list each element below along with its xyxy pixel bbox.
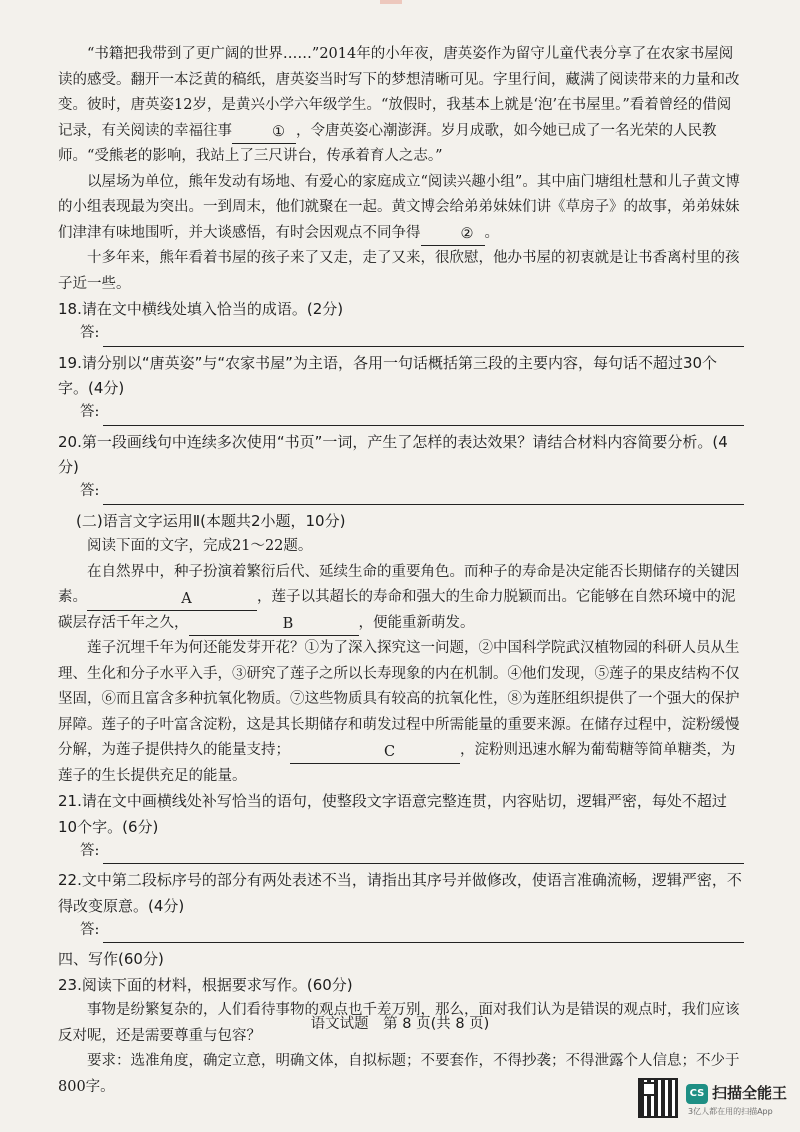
answer-line-21[interactable] (58, 840, 744, 864)
passage-text: 莲子沉埋千年为何还能发芽开花？①为了深入探究这一问题，②中国科学院武汉植物园的科研人员从生理、生化和分子水平入手，③研究了莲子之所以长寿现象的内在机制。④他们发现，⑤莲子的果皮结构不仅坚固，⑥而且富含多种抗氧化物质。⑦这些物质具有较高的抗氧化性，⑧为莲胚组织提供了一个强大的保护屏障。莲子的子叶富含淀粉，这是其长期储存和萌发过程中所需能量的重要来源。在储存过程中，淀粉缓慢分解，为莲子提供持久的能量支持； (58, 640, 740, 758)
blank-1: ① (232, 122, 296, 144)
answer-line (103, 488, 744, 505)
question-22: 22.文中第二段标序号的部分有两处表述不当，请指出其序号并做修改，使语言准确流畅，逻辑严密，不得改变原意。(4分) (58, 871, 742, 915)
answer-label: 答: (80, 483, 100, 499)
blank-c: C (290, 742, 460, 764)
answer-line-22[interactable] (58, 919, 744, 943)
blank-b: B (189, 614, 359, 636)
question-23: 23.阅读下面的材料，根据要求写作。(60分) (58, 975, 353, 994)
lotus-paragraph-1 (58, 560, 744, 637)
answer-line (103, 409, 744, 426)
qr-code-icon (638, 1078, 678, 1118)
section-2-intro: 阅读下面的文字，完成21～22题。 (87, 538, 313, 554)
page-content (58, 42, 744, 1100)
passage-text: ，便能重新萌发。 (358, 614, 475, 631)
top-mark (380, 0, 402, 4)
question-19: 19.请分别以“唐英姿”与“农家书屋”为主语，各用一句话概括第三段的主要内容，每句话不超过30个字。(4分) (58, 353, 718, 397)
passage-text: ，淀粉则迅速水解为葡萄糖等简单糖类，为莲子的生长提供充足的能量。 (58, 742, 736, 784)
passage-text: 。 (484, 224, 499, 241)
passage-paragraph-3: 十多年来，熊年看着书屋的孩子来了又走，走了又来，很欣慰，他办书屋的初衷就是让书香离村里的孩子近一些。 (58, 250, 740, 292)
essay-material: 事物是纷繁复杂的，人们看待事物的观点也千差万别，那么，面对我们认为是错误的观点时，我们应该反对呢，还是需要尊重与包容？ (58, 1002, 740, 1044)
section-4-title: 四、写作(60分) (58, 950, 164, 968)
blank-2: ② (421, 224, 485, 246)
scanner-app-name: 扫描全能王 (712, 1084, 788, 1102)
section-2-title: (二)语言文字运用Ⅱ(本题共2小题，10分) (76, 511, 346, 530)
answer-line (103, 926, 744, 943)
answer-line-20[interactable] (58, 481, 744, 505)
question-21: 21.请在文中画横线处补写恰当的语句，使整段文字语意完整连贯，内容贴切，逻辑严密，每处不超过10个字。(6分) (58, 792, 727, 836)
question-20: 20.第一段画线句中连续多次使用“书页”一词，产生了怎样的表达效果？请结合材料内容简要分析。(4分) (58, 432, 728, 476)
answer-line (103, 330, 744, 347)
passage-paragraph-2 (58, 170, 744, 247)
passage-text: “书籍把我带到了更广阔的世界……”2014年的小年夜，唐英姿作为留守儿童代表分享了在农家书屋阅读的感受。翻开一本泛黄的稿纸，唐英姿当时写下的梦想清晰可见。字里行间，藏满了阅读带来的力量和改变。彼时，唐英姿12岁，是黄兴小学六年级学生。“放假时，我基本上就是‘泡’在书屋里。”看着曾经的借阅记录，有关阅读的幸福往事 (58, 46, 740, 139)
blank-a: A (87, 589, 257, 611)
passage-text: ，莲子以其超长的寿命和强大的生命力脱颖而出。它能够在自然环境中的泥碳层存活千年之久， (58, 589, 736, 631)
passage-paragraph-1 (58, 42, 744, 170)
lotus-paragraph-2 (58, 636, 744, 789)
answer-label: 答: (80, 842, 100, 859)
answer-line-19[interactable] (58, 402, 744, 426)
answer-label: 答: (80, 921, 100, 938)
essay-requirements: 要求：选准角度，确定立意，明确文体，自拟标题；不要套作，不得抄袭；不得泄露个人信息；不少于800字。 (58, 1053, 740, 1095)
question-18: 18.请在文中横线处填入恰当的成语。(2分) (58, 300, 344, 318)
passage-text: 以屋场为单位，熊年发动有场地、有爱心的家庭成立“阅读兴趣小组”。其中庙门塘组杜慧和儿子黄文博的小组表现最为突出。一到周末，他们就聚在一起。黄文博会给弟弟妹妹们讲《草房子》的故事，弟弟妹妹们津津有味地围听，并大谈感悟，有时会因观点不同争得 (58, 173, 740, 241)
passage-text: ，令唐英姿心潮澎湃。岁月成歌，如今她已成了一名光荣的人民教师。“受熊老的影响，我站上了三尺讲台，传承着育人之志。” (58, 122, 717, 164)
answer-line-18[interactable] (58, 323, 744, 347)
camscanner-logo-icon: CS (686, 1084, 708, 1104)
answer-label: 答: (80, 325, 100, 341)
page-footer: 语文试题 第 8 页(共 8 页) (310, 1016, 490, 1032)
passage-text: 在自然界中，种子扮演着繁衍后代、延续生命的重要角色。而种子的寿命是决定能否长期储存的关键因素。 (58, 563, 740, 605)
answer-label: 答: (80, 404, 100, 420)
answer-line (103, 847, 744, 864)
scanner-tagline: 3亿人都在用的扫描App (688, 1107, 773, 1116)
